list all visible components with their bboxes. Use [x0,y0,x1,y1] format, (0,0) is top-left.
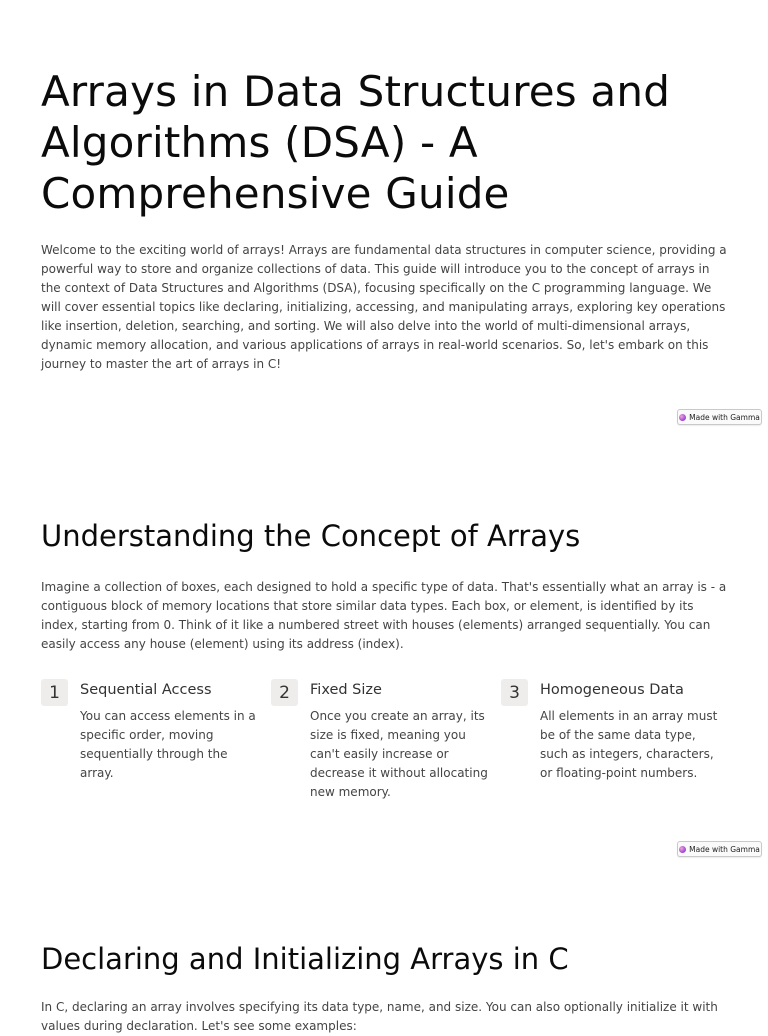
concept-paragraph: Imagine a collection of boxes, each designed to hold a specific type of data. That's essentially what an array is - a contiguous block of memory locations that store similar data types. Each box, or element, is identified by its index, starting from 0. Think of it like a numbered street with houses (elements) arranged sequentially. You can easily access any house (element) using its address (index). [41,580,727,651]
feature-title: Fixed Size [310,682,382,698]
declaring-paragraph: In C, declaring an array involves specifying its data type, name, and size. You can also optionally initialize it with values during declaration. Let's see some examples: [41,1000,718,1033]
gamma-logo-icon [679,846,686,853]
feature-title: Homogeneous Data [540,682,684,698]
feature-title: Sequential Access [80,682,212,698]
page-title: Arrays in Data Structures and Algorithms (DSA) - A Comprehensive Guide [41,67,671,218]
concept-section [41,518,731,654]
gamma-logo-icon [679,414,686,421]
made-with-gamma-badge[interactable] [677,409,762,425]
badge-label: Made with Gamma [689,412,760,422]
badge-label: Made with Gamma [689,844,760,854]
intro-section [41,66,731,374]
feature-text: Once you create an array, its size is fixed, meaning you can't easily increase or decrease it without allocating new memory. [310,709,488,799]
made-with-gamma-badge[interactable] [677,841,762,857]
feature-number: 1 [41,679,68,706]
feature-number: 3 [501,679,528,706]
feature-number: 2 [271,679,298,706]
feature-text: You can access elements in a specific order, moving sequentially through the array. [80,709,256,780]
concept-heading: Understanding the Concept of Arrays [41,519,581,553]
declaring-heading: Declaring and Initializing Arrays in C [41,942,569,976]
intro-paragraph: Welcome to the exciting world of arrays! Arrays are fundamental data structures in computer science, providing a powerful way to store and organize collections of data. This guide will introduce you to the concept of arrays in the context of Data Structures and Algorithms (DSA), focusing specifically on the C programming language. We will cover essential topics like declaring, initializing, accessing, and manipulating arrays, exploring key operations like insertion, deletion, searching, and sorting. We will also delve into the world of multi-dimensional arrays, dynamic memory allocation, and various applications of arrays in real-world scenarios. So, let's embark on this journey to master the art of arrays in C! [41,243,727,371]
feature-text: All elements in an array must be of the same data type, such as integers, characters, or floating-point numbers. [540,709,718,780]
declaring-section [41,941,731,1036]
